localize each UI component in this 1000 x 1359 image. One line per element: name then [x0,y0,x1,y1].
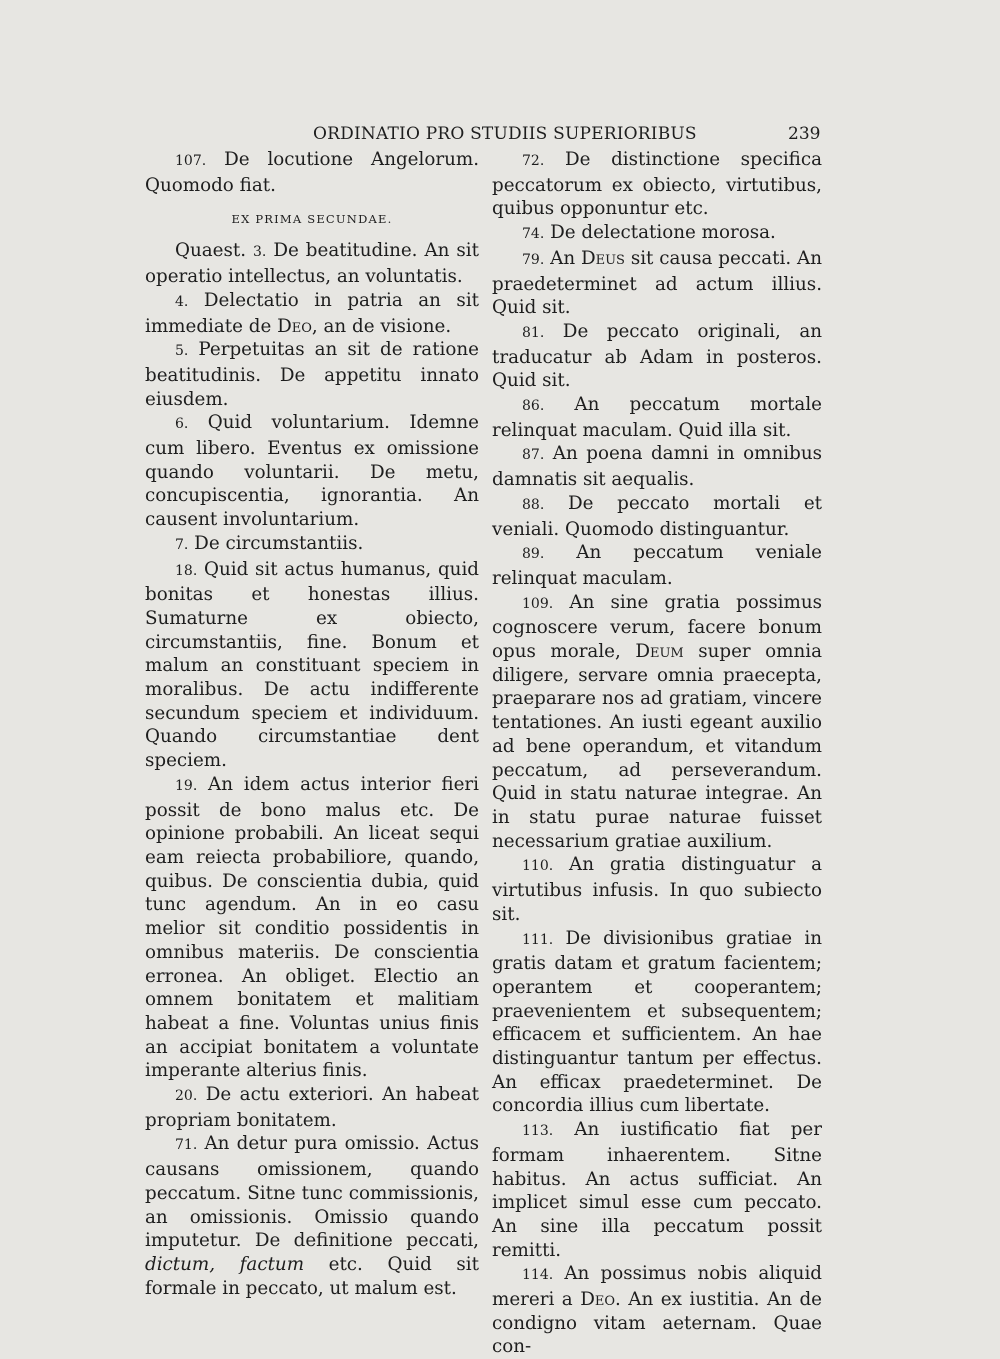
paragraph-text-end: sit causa peccati. An praedeterminet ad actum illius. Quid sit. [492,247,823,319]
paragraph-text: Quid sit actus humanus, quid bonitas et honestas illius. Sumaturne ex obiecto, circumstantiis, fine. Bonum et malum an constituant speciem in moralibus. De actu indifferente secundum speciem et individuum. Quando circumstantiae dent speciem. [145,558,479,772]
paragraph-number: 111. [522,931,554,948]
paragraph-87 [492,442,822,491]
paragraph-number: 109. [522,595,554,612]
running-header [0,121,1000,147]
paragraph-5 [145,338,479,411]
paragraph-text-end: , an de visione. [311,315,452,337]
paragraph-text: De circumstantiis. [194,532,364,554]
paragraph-text: An idem actus interior fieri possit de bono malus etc. De opinione probabili. An liceat sequi eam reiecta probabiliore, quando, quibus. De conscientia dubia, quid tunc agendum. An in eo casu melior sit conditio possidentis in omnibus materiis. De conscientia erronea. An obliget. Electio an omnem bonitatem et malitiam habeat a fine. Voluntas unius finis an accipiat bonitatem a voluntate imperante alterius finis. [145,773,480,1082]
paragraph-number: 81. [522,324,545,341]
paragraph-6 [145,411,479,532]
paragraph-number: 113. [522,1123,554,1140]
paragraph-number: 79. [522,251,545,268]
paragraph-text: De distinctione specifica peccatorum ex obiecto, virtutibus, quibus opponuntur etc. [492,149,822,220]
paragraph-7 [145,532,479,558]
paragraph-20 [145,1083,479,1132]
paragraph-text: De delectatione morosa. [550,222,776,244]
paragraph-text: An detur pura omissio. Actus causans omissionem, quando peccatum. Sitne tunc commissionis, an omissionis. Omissio quando imputetur. De definitione peccati, [145,1133,480,1252]
paragraph-number: 7. [175,536,189,553]
paragraph-number: 3. [253,244,267,261]
paragraph-text-end: . An ex iustitia. An de condigno vitam aeternam. Quae con- [492,1289,822,1358]
paragraph-text: Delectatio in patria an sit immediate de [145,289,480,337]
paragraph-text: An [550,247,581,269]
paragraph-text-end: etc. Quid sit formale in peccato, ut malum est. [145,1253,479,1299]
paragraph-number: 86. [522,398,545,415]
paragraph-number: 89. [522,546,545,563]
paragraph-text: De divisionibus gratiae in gratis datam et gratum facientem; operantem et cooperantem; praevenientem et subsequentem; efficacem et sufficientem. An hae distinguantur tantum per effectus. An efficax praedeterminet. De concordia illius cum libertate. [492,927,822,1117]
deum-smallcaps: Deum [635,641,684,663]
paragraph-number: 18. [175,562,198,579]
paragraph-111 [492,927,822,1119]
paragraph-text: An possimus nobis aliquid mereri a [492,1263,822,1311]
paragraph-113 [492,1118,822,1262]
page-number: 239 [788,124,821,144]
paragraph-number: 87. [522,447,545,464]
paragraph-text: An sine gratia possimus cognoscere verum, facere bonum opus morale, [492,591,822,663]
paragraph-number: 4. [175,293,189,310]
paragraph-109 [492,591,822,854]
paragraph-text: An gratia distinguatur a virtutibus infusis. In quo subiecto sit. [492,854,823,925]
paragraph-88 [492,492,822,541]
italic-phrase: dictum, factum [145,1253,305,1275]
paragraph-number: 20. [175,1088,198,1105]
paragraph-text: De locutione Angelorum. Quomodo fiat. [145,149,480,196]
paragraph-text: De peccato originali, an traducatur ab Adam in posteros. Quid sit. [492,320,823,392]
paragraph-q3 [145,239,479,288]
paragraph-text: An peccatum mortale relinquat maculam. Quid illa sit. [492,394,822,441]
paragraph-86 [492,393,822,442]
paragraph-text: De peccato mortali et veniali. Quomodo distinguantur. [492,492,822,540]
paragraph-89 [492,541,822,590]
right-column [492,148,822,1359]
paragraph-text: Perpetuitas an sit de ratione beatitudinis. De appetitu innato eiusdem. [145,339,479,410]
paragraph-number: 19. [175,777,198,794]
paragraph-number: 72. [522,153,545,169]
paragraph-74 [492,221,822,247]
paragraph-19 [145,773,479,1083]
running-head-title: ORDINATIO PRO STUDIIS SUPERIORIBUS [313,124,697,144]
paragraph-110 [492,853,822,926]
paragraph-number: 114. [522,1267,554,1284]
paragraph-71 [145,1132,479,1300]
paragraph-number: 74. [522,226,545,243]
left-column [145,148,479,1300]
paragraph-text: An peccatum veniale relinquat maculam. [492,542,822,589]
paragraph-107 [145,148,479,197]
paragraph-79 [492,247,822,320]
paragraph-72 [492,148,822,221]
paragraph-114 [492,1262,822,1359]
deo-smallcaps: Deo [580,1289,615,1311]
section-subheading: EX PRIMA SECUNDAE. [231,212,393,227]
paragraph-number: 88. [522,496,545,513]
paragraph-text: An poena damni in omnibus damnatis sit aequalis. [492,443,823,491]
paragraph-number: 6. [175,416,189,433]
paragraph-number: 5. [175,343,189,360]
paragraph-text: An iustificatio fiat per formam inhaerentem. Sitne habitus. An actus sufficiat. An implicet simul esse cum peccato. An sine illa peccatum possit remitti. [492,1119,822,1261]
paragraph-text: De beatitudine. An sit operatio intellectus, an voluntatis. [145,240,479,288]
paragraph-81 [492,320,822,393]
paragraph-text: De actu exteriori. An habeat propriam bonitatem. [145,1084,479,1131]
deus-smallcaps: Deus [580,247,625,269]
paragraph-text-end: super omnia diligere, servare omnia praecepta, praeparare nos ad gratiam, vincere tentationes. An iusti egeant auxilio ad bene operandum, et vitandum peccatum, ad perseverandum. Quid in statu naturae integrae. An in statu purae naturae fuisset necessarium gratiae auxilium. [492,641,822,852]
paragraph-number: 110. [522,858,554,875]
paragraph-number: 107. [175,153,207,169]
paragraph-4 [145,289,479,338]
paragraph-text: Quid voluntarium. Idemne cum libero. Eventus ex omissione quando voluntarii. De metu, concupiscentia, ignorantia. An causent involuntarium. [145,412,479,531]
quaest-label: Quaest. [175,240,253,262]
paragraph-number: 71. [175,1137,198,1154]
paragraph-18 [145,558,479,773]
deo-smallcaps: Deo [277,315,312,337]
